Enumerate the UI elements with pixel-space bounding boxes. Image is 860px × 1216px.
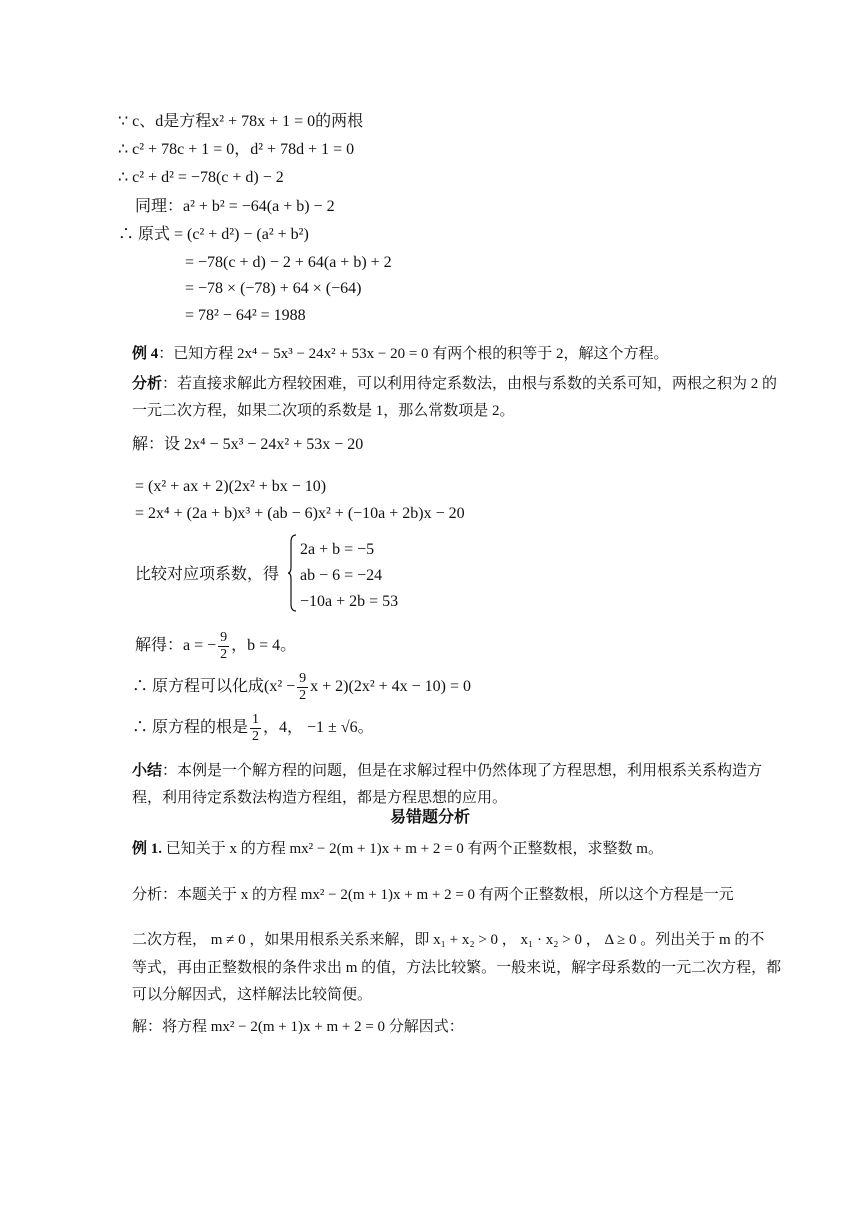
reduced-prefix: ∴ 原方程可以化成(x² − (132, 678, 296, 695)
example-1-label: 例 1. (132, 841, 163, 857)
proof-line-2: ∴ c² + 78c + 1 = 0，d² + 78d + 1 = 0 (118, 141, 355, 158)
proof-line-4: 同理：a² + b² = −64(a + b) − 2 (135, 198, 335, 215)
solved-line (135, 626, 296, 666)
roots-denominator: 2 (252, 728, 260, 744)
analysis2-line-3: 等式，再由正整数根的条件求出 m 的值，方法比较繁。一般来说，解字母系数的一元二次方程，都可以分解因式，这样解法比较简便。 (132, 960, 782, 1003)
analysis2-line-2: 二次方程， m ≠ 0 ，如果用根系关系来解，即 x₁ + x₂ > 0 ， x₁ · x₂ > 0 ， Δ ≥ 0 。列出关于 m 的不 (132, 932, 765, 948)
roots-line (132, 708, 374, 748)
solved-prefix: 解得：a = − (135, 637, 217, 654)
proof-line-3: ∴ c² + d² = −78(c + d) − 2 (118, 169, 284, 186)
solved-suffix: ，b = 4。 (231, 637, 297, 654)
example-1 (132, 838, 663, 860)
reduced-suffix: x + 2)(2x² + 4x − 10) = 0 (310, 678, 472, 695)
system-brace (287, 534, 297, 612)
proof-line-1: ∵ c、d是方程x² + 78x + 1 = 0的两根 (118, 113, 364, 130)
fraction-denominator-2: 2 (299, 687, 307, 703)
proof-line-5: ∴ 原式 = (c² + d²) − (a² + b²) (118, 226, 309, 243)
fraction-numerator-2: 9 (299, 670, 307, 686)
example-4-text: ：已知方程 2x⁴ − 5x³ − 24x² + 53x − 20 = 0 有两个根的积等于 2，解这个方程。 (158, 346, 669, 362)
system-eq-1: 2a + b = −5 (300, 541, 375, 558)
compare-label: 比较对应项系数，得 (135, 566, 280, 583)
roots-suffix: ，4， −1 ± √6。 (263, 719, 374, 736)
fraction-denominator: 2 (220, 646, 228, 662)
example-4 (132, 343, 669, 365)
solution-line-3: = 2x⁴ + (2a + b)x³ + (ab − 6)x² + (−10a + 2b)x − 20 (135, 505, 465, 522)
summary-text: ：本例是一个解方程的问题，但是在求解过程中仍然体现了方程思想，利用根系关系构造方程，利用待定系数法构造方程组，都是方程思想的应用。 (132, 763, 763, 806)
final-line: 解：将方程 mx² − 2(m + 1)x + m + 2 = 0 分解因式： (132, 1019, 464, 1035)
analysis-paragraph (132, 371, 782, 425)
solution-line-2: = (x² + ax + 2)(2x² + bx − 10) (135, 478, 327, 495)
fraction-one-half (250, 712, 261, 745)
system-eq-3: −10a + 2b = 53 (300, 593, 399, 610)
example-4-label: 例 4 (132, 346, 159, 362)
fraction-nine-halves-2 (297, 671, 308, 704)
summary-label: 小结 (132, 763, 163, 779)
section-heading: 易错题分析 (389, 809, 470, 826)
example-1-text: 已知关于 x 的方程 mx² − 2(m + 1)x + m + 2 = 0 有两个正整数根，求整数 m。 (162, 841, 663, 857)
analysis-label: 分析 (132, 376, 163, 392)
reduced-line (132, 667, 471, 707)
proof-line-8: = 78² − 64² = 1988 (185, 307, 306, 324)
analysis-text: ：若直接求解此方程较困难，可以利用待定系数法，由根与系数的关系可知，两根之积为 2 的一元二次方程，如果二次项的系数是 1，那么常数项是 2。 (132, 376, 778, 419)
system-eq-2: ab − 6 = −24 (300, 567, 383, 584)
roots-prefix: ∴ 原方程的根是 (132, 719, 249, 736)
proof-line-6: = −78(c + d) − 2 + 64(a + b) + 2 (185, 254, 392, 271)
fraction-numerator: 9 (220, 629, 228, 645)
analysis2-line-1: 分析：本题关于 x 的方程 mx² − 2(m + 1)x + m + 2 = 0 有两个正整数根，所以这个方程是一元 (132, 887, 734, 903)
roots-numerator: 1 (252, 711, 260, 727)
fraction-nine-halves (218, 630, 229, 663)
solution-line-1: 解：设 2x⁴ − 5x³ − 24x² + 53x − 20 (132, 436, 364, 453)
proof-line-7: = −78 × (−78) + 64 × (−64) (185, 280, 362, 297)
